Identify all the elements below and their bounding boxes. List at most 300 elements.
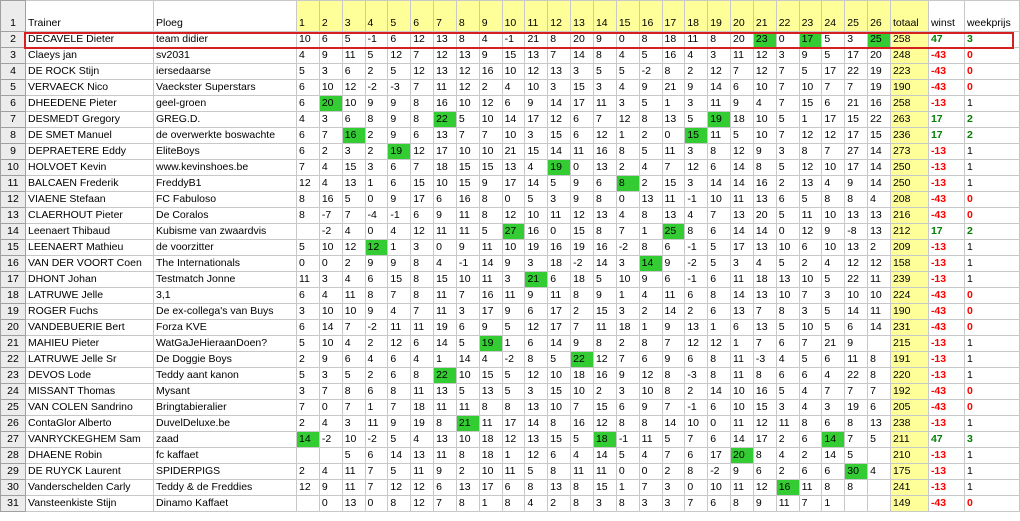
score-cell[interactable]: 14 bbox=[731, 224, 754, 240]
score-cell[interactable]: 3 bbox=[456, 304, 479, 320]
score-cell[interactable]: 11 bbox=[479, 240, 502, 256]
header-round[interactable]: 25 bbox=[845, 1, 868, 32]
score-cell[interactable]: 9 bbox=[731, 464, 754, 480]
score-cell[interactable]: 13 bbox=[845, 208, 868, 224]
score-cell[interactable]: 7 bbox=[662, 336, 685, 352]
ploeg-cell[interactable]: sv2031 bbox=[154, 48, 297, 64]
score-cell[interactable]: 2 bbox=[297, 464, 320, 480]
score-cell[interactable]: 6 bbox=[708, 304, 731, 320]
score-cell[interactable]: 13 bbox=[434, 128, 457, 144]
score-cell[interactable]: 15 bbox=[548, 128, 571, 144]
score-cell[interactable]: 2 bbox=[776, 464, 799, 480]
weekprijs-cell[interactable]: 1 bbox=[964, 416, 1019, 432]
score-cell[interactable]: 4 bbox=[822, 176, 845, 192]
score-cell[interactable]: 9 bbox=[434, 208, 457, 224]
ploeg-cell[interactable]: Dinamo Kaffaet bbox=[154, 496, 297, 512]
score-cell[interactable]: -2 bbox=[685, 256, 708, 272]
score-cell[interactable]: 3 bbox=[708, 48, 731, 64]
score-cell[interactable]: 8 bbox=[434, 416, 457, 432]
score-cell[interactable]: 5 bbox=[616, 448, 639, 464]
score-cell[interactable]: 10 bbox=[456, 432, 479, 448]
score-cell[interactable]: 13 bbox=[502, 160, 525, 176]
score-cell[interactable]: 2 bbox=[365, 144, 388, 160]
score-cell[interactable]: 6 bbox=[845, 320, 868, 336]
weekprijs-cell[interactable]: 1 bbox=[964, 96, 1019, 112]
score-cell[interactable]: 11 bbox=[731, 48, 754, 64]
totaal-cell[interactable]: 263 bbox=[890, 112, 928, 128]
score-cell[interactable]: 15 bbox=[799, 96, 822, 112]
score-cell[interactable]: 22 bbox=[845, 272, 868, 288]
score-cell[interactable]: 6 bbox=[411, 208, 434, 224]
score-cell[interactable]: -2 bbox=[639, 64, 662, 80]
score-cell[interactable]: 4 bbox=[799, 384, 822, 400]
score-cell[interactable]: 16 bbox=[319, 192, 342, 208]
weekprijs-cell[interactable]: 0 bbox=[964, 384, 1019, 400]
trainer-cell[interactable]: ROGER Fuchs bbox=[26, 304, 154, 320]
score-cell[interactable]: 8 bbox=[708, 32, 731, 48]
score-cell[interactable]: 6 bbox=[434, 480, 457, 496]
score-cell[interactable]: 7 bbox=[616, 224, 639, 240]
score-cell[interactable]: 1 bbox=[639, 320, 662, 336]
score-cell[interactable]: 10 bbox=[456, 368, 479, 384]
score-cell[interactable]: -2 bbox=[319, 432, 342, 448]
score-cell[interactable]: 9 bbox=[479, 320, 502, 336]
score-cell[interactable]: 11 bbox=[662, 144, 685, 160]
score-cell[interactable]: 14 bbox=[548, 144, 571, 160]
score-cell[interactable]: 11 bbox=[342, 288, 365, 304]
score-cell[interactable]: 11 bbox=[548, 208, 571, 224]
score-cell[interactable]: 12 bbox=[388, 336, 411, 352]
score-cell[interactable] bbox=[297, 448, 320, 464]
winst-cell[interactable]: -13 bbox=[928, 144, 964, 160]
totaal-cell[interactable]: 192 bbox=[890, 384, 928, 400]
score-cell[interactable]: 11 bbox=[731, 480, 754, 496]
totaal-cell[interactable]: 231 bbox=[890, 320, 928, 336]
score-cell[interactable]: 1 bbox=[639, 224, 662, 240]
score-cell[interactable]: 10 bbox=[639, 384, 662, 400]
score-cell[interactable]: 12 bbox=[388, 48, 411, 64]
score-cell[interactable]: 10 bbox=[319, 304, 342, 320]
score-cell[interactable]: 14 bbox=[525, 176, 548, 192]
score-cell[interactable]: 9 bbox=[388, 96, 411, 112]
ploeg-cell[interactable]: Testmatch Jonne bbox=[154, 272, 297, 288]
score-cell[interactable]: 14 bbox=[708, 176, 731, 192]
row-number-cell[interactable]: 7 bbox=[1, 112, 26, 128]
score-cell[interactable]: 13 bbox=[411, 448, 434, 464]
score-cell[interactable]: -2 bbox=[616, 240, 639, 256]
header-round[interactable]: 5 bbox=[388, 1, 411, 32]
score-cell[interactable]: 2 bbox=[776, 176, 799, 192]
score-cell[interactable]: 6 bbox=[525, 304, 548, 320]
score-cell[interactable]: 6 bbox=[593, 176, 616, 192]
score-cell[interactable]: 9 bbox=[388, 112, 411, 128]
score-cell[interactable]: 7 bbox=[593, 112, 616, 128]
score-cell[interactable]: 13 bbox=[342, 496, 365, 512]
score-cell[interactable]: 12 bbox=[456, 80, 479, 96]
trainer-cell[interactable]: Claeys jan bbox=[26, 48, 154, 64]
row-number-cell[interactable]: 16 bbox=[1, 256, 26, 272]
score-cell[interactable]: 7 bbox=[456, 288, 479, 304]
score-cell[interactable]: 12 bbox=[593, 352, 616, 368]
score-cell[interactable]: 19 bbox=[845, 400, 868, 416]
score-cell[interactable]: 2 bbox=[365, 336, 388, 352]
score-cell[interactable]: 3 bbox=[319, 112, 342, 128]
score-cell[interactable]: 12 bbox=[799, 224, 822, 240]
ploeg-cell[interactable]: De Doggie Boys bbox=[154, 352, 297, 368]
score-cell[interactable]: 4 bbox=[388, 304, 411, 320]
trainer-cell[interactable]: DE ROCK Stijn bbox=[26, 64, 154, 80]
winst-cell[interactable]: -43 bbox=[928, 192, 964, 208]
score-cell[interactable]: 9 bbox=[479, 48, 502, 64]
score-cell[interactable]: 8 bbox=[297, 192, 320, 208]
score-cell[interactable]: 1 bbox=[708, 320, 731, 336]
score-cell[interactable]: 15 bbox=[548, 432, 571, 448]
score-cell[interactable]: 14 bbox=[868, 320, 891, 336]
score-cell[interactable]: 8 bbox=[411, 96, 434, 112]
score-cell[interactable]: 11 bbox=[776, 496, 799, 512]
score-cell[interactable]: 10 bbox=[548, 400, 571, 416]
score-cell[interactable]: 3 bbox=[297, 384, 320, 400]
trainer-cell[interactable]: VERVAECK Nico bbox=[26, 80, 154, 96]
score-cell[interactable]: 4 bbox=[525, 496, 548, 512]
score-cell[interactable]: 8 bbox=[456, 32, 479, 48]
score-cell[interactable]: 22 bbox=[845, 368, 868, 384]
row-number-cell[interactable]: 11 bbox=[1, 176, 26, 192]
score-cell[interactable]: 15 bbox=[868, 128, 891, 144]
score-cell[interactable]: 12 bbox=[708, 336, 731, 352]
score-cell[interactable]: 0 bbox=[365, 496, 388, 512]
winst-cell[interactable]: -13 bbox=[928, 336, 964, 352]
score-cell[interactable]: 16 bbox=[593, 240, 616, 256]
score-cell[interactable]: 17 bbox=[845, 160, 868, 176]
row-number-cell[interactable]: 29 bbox=[1, 464, 26, 480]
score-cell[interactable]: 13 bbox=[456, 48, 479, 64]
score-cell[interactable]: 19 bbox=[548, 160, 571, 176]
ploeg-cell[interactable]: De ex-collega's van Buys bbox=[154, 304, 297, 320]
score-cell[interactable]: 4 bbox=[319, 288, 342, 304]
winst-cell[interactable]: -43 bbox=[928, 320, 964, 336]
score-cell[interactable]: 19 bbox=[411, 416, 434, 432]
score-cell[interactable]: 7 bbox=[799, 336, 822, 352]
header-round[interactable]: 24 bbox=[822, 1, 845, 32]
score-cell[interactable]: 17 bbox=[845, 48, 868, 64]
score-cell[interactable]: 12 bbox=[342, 240, 365, 256]
score-cell[interactable]: 12 bbox=[411, 64, 434, 80]
score-cell[interactable]: 7 bbox=[776, 128, 799, 144]
score-cell[interactable]: 5 bbox=[342, 192, 365, 208]
score-cell[interactable]: 7 bbox=[571, 400, 594, 416]
score-cell[interactable]: 9 bbox=[845, 336, 868, 352]
score-cell[interactable]: 18 bbox=[593, 432, 616, 448]
score-cell[interactable]: 6 bbox=[365, 448, 388, 464]
score-cell[interactable]: 2 bbox=[593, 384, 616, 400]
score-cell[interactable]: 7 bbox=[411, 80, 434, 96]
score-cell[interactable]: 5 bbox=[708, 256, 731, 272]
score-cell[interactable]: 0 bbox=[776, 32, 799, 48]
score-cell[interactable]: 11 bbox=[731, 416, 754, 432]
score-cell[interactable]: 7 bbox=[411, 48, 434, 64]
score-cell[interactable]: 6 bbox=[799, 464, 822, 480]
score-cell[interactable]: 6 bbox=[822, 464, 845, 480]
score-cell[interactable]: 9 bbox=[365, 304, 388, 320]
row-number-cell[interactable]: 24 bbox=[1, 384, 26, 400]
score-cell[interactable]: 9 bbox=[571, 336, 594, 352]
score-cell[interactable]: 11 bbox=[731, 192, 754, 208]
totaal-cell[interactable]: 223 bbox=[890, 64, 928, 80]
score-cell[interactable]: 5 bbox=[297, 240, 320, 256]
score-cell[interactable]: 12 bbox=[731, 144, 754, 160]
score-cell[interactable]: 2 bbox=[319, 144, 342, 160]
score-cell[interactable]: 2 bbox=[616, 336, 639, 352]
ploeg-cell[interactable]: zaad bbox=[154, 432, 297, 448]
row-number-cell[interactable]: 18 bbox=[1, 288, 26, 304]
score-cell[interactable]: -1 bbox=[616, 432, 639, 448]
score-cell[interactable]: 4 bbox=[297, 112, 320, 128]
score-cell[interactable]: 5 bbox=[685, 112, 708, 128]
score-cell[interactable]: 0 bbox=[502, 192, 525, 208]
score-cell[interactable]: 9 bbox=[365, 96, 388, 112]
score-cell[interactable]: 11 bbox=[434, 80, 457, 96]
score-cell[interactable]: 3 bbox=[616, 304, 639, 320]
score-cell[interactable]: 14 bbox=[479, 256, 502, 272]
row-number-cell[interactable]: 3 bbox=[1, 48, 26, 64]
score-cell[interactable]: 10 bbox=[845, 288, 868, 304]
trainer-cell[interactable]: BALCAEN Frederik bbox=[26, 176, 154, 192]
score-cell[interactable]: 7 bbox=[662, 160, 685, 176]
score-cell[interactable]: 3 bbox=[319, 64, 342, 80]
winst-cell[interactable]: -43 bbox=[928, 48, 964, 64]
score-cell[interactable] bbox=[297, 224, 320, 240]
score-cell[interactable]: 7 bbox=[822, 80, 845, 96]
winst-cell[interactable]: 17 bbox=[928, 112, 964, 128]
score-cell[interactable]: 6 bbox=[662, 240, 685, 256]
trainer-cell[interactable]: ContaGlor Alberto bbox=[26, 416, 154, 432]
weekprijs-cell[interactable]: 2 bbox=[964, 112, 1019, 128]
score-cell[interactable]: 8 bbox=[662, 384, 685, 400]
score-cell[interactable]: 21 bbox=[525, 272, 548, 288]
score-cell[interactable]: 9 bbox=[525, 288, 548, 304]
score-cell[interactable]: 5 bbox=[822, 272, 845, 288]
score-cell[interactable]: 3 bbox=[593, 496, 616, 512]
score-cell[interactable]: 9 bbox=[456, 240, 479, 256]
score-cell[interactable]: 9 bbox=[502, 304, 525, 320]
row-number-cell[interactable]: 2 bbox=[1, 32, 26, 48]
score-cell[interactable]: 8 bbox=[616, 144, 639, 160]
weekprijs-cell[interactable]: 0 bbox=[964, 80, 1019, 96]
score-cell[interactable]: 8 bbox=[639, 32, 662, 48]
header-round[interactable]: 23 bbox=[799, 1, 822, 32]
score-cell[interactable]: 8 bbox=[639, 416, 662, 432]
score-cell[interactable]: 13 bbox=[434, 64, 457, 80]
score-cell[interactable]: 2 bbox=[456, 464, 479, 480]
score-cell[interactable]: 15 bbox=[548, 384, 571, 400]
score-cell[interactable]: 5 bbox=[822, 320, 845, 336]
score-cell[interactable]: 9 bbox=[753, 496, 776, 512]
winst-cell[interactable]: -13 bbox=[928, 256, 964, 272]
score-cell[interactable]: -8 bbox=[845, 224, 868, 240]
score-cell[interactable]: -2 bbox=[365, 432, 388, 448]
score-cell[interactable]: 12 bbox=[411, 496, 434, 512]
score-cell[interactable]: 5 bbox=[776, 320, 799, 336]
score-cell[interactable]: 2 bbox=[548, 496, 571, 512]
score-cell[interactable]: 10 bbox=[479, 112, 502, 128]
score-cell[interactable]: 4 bbox=[297, 48, 320, 64]
totaal-cell[interactable]: 220 bbox=[890, 368, 928, 384]
score-cell[interactable]: 6 bbox=[297, 288, 320, 304]
score-cell[interactable]: 12 bbox=[525, 448, 548, 464]
score-cell[interactable]: 13 bbox=[434, 384, 457, 400]
score-cell[interactable]: 20 bbox=[753, 208, 776, 224]
score-cell[interactable]: 11 bbox=[548, 288, 571, 304]
score-cell[interactable]: 6 bbox=[708, 432, 731, 448]
score-cell[interactable]: 11 bbox=[434, 304, 457, 320]
score-cell[interactable]: 6 bbox=[776, 336, 799, 352]
totaal-cell[interactable]: 250 bbox=[890, 176, 928, 192]
header-round[interactable]: 11 bbox=[525, 1, 548, 32]
score-cell[interactable]: 9 bbox=[799, 48, 822, 64]
score-cell[interactable]: 5 bbox=[456, 112, 479, 128]
score-cell[interactable]: 11 bbox=[593, 96, 616, 112]
score-cell[interactable]: 8 bbox=[479, 400, 502, 416]
trainer-cell[interactable]: DEPRAETERE Eddy bbox=[26, 144, 154, 160]
score-cell[interactable]: 4 bbox=[319, 464, 342, 480]
ploeg-cell[interactable]: FC Fabuloso bbox=[154, 192, 297, 208]
totaal-cell[interactable]: 238 bbox=[890, 416, 928, 432]
score-cell[interactable]: -7 bbox=[319, 208, 342, 224]
score-cell[interactable]: 12 bbox=[799, 160, 822, 176]
row-number-cell[interactable]: 8 bbox=[1, 128, 26, 144]
score-cell[interactable]: 4 bbox=[342, 272, 365, 288]
ploeg-cell[interactable]: Bringtabieralier bbox=[154, 400, 297, 416]
score-cell[interactable]: 7 bbox=[731, 64, 754, 80]
score-cell[interactable]: 9 bbox=[753, 144, 776, 160]
score-cell[interactable]: 17 bbox=[548, 304, 571, 320]
score-cell[interactable]: 3 bbox=[822, 288, 845, 304]
score-cell[interactable]: 2 bbox=[685, 384, 708, 400]
score-cell[interactable]: 17 bbox=[479, 480, 502, 496]
score-cell[interactable]: 16 bbox=[434, 96, 457, 112]
score-cell[interactable]: 9 bbox=[845, 176, 868, 192]
totaal-cell[interactable]: 211 bbox=[890, 432, 928, 448]
score-cell[interactable]: 14 bbox=[456, 352, 479, 368]
score-cell[interactable]: 14 bbox=[731, 288, 754, 304]
ploeg-cell[interactable]: GREG.D. bbox=[154, 112, 297, 128]
score-cell[interactable]: 11 bbox=[571, 464, 594, 480]
score-cell[interactable]: 6 bbox=[571, 128, 594, 144]
score-cell[interactable]: -1 bbox=[685, 400, 708, 416]
score-cell[interactable]: 6 bbox=[388, 160, 411, 176]
score-cell[interactable]: 12 bbox=[685, 336, 708, 352]
score-cell[interactable]: 3 bbox=[342, 416, 365, 432]
totaal-cell[interactable]: 216 bbox=[890, 208, 928, 224]
score-cell[interactable]: 1 bbox=[479, 496, 502, 512]
score-cell[interactable]: 4 bbox=[639, 160, 662, 176]
score-cell[interactable]: 19 bbox=[479, 336, 502, 352]
score-cell[interactable]: 0 bbox=[776, 224, 799, 240]
header-round[interactable]: 18 bbox=[685, 1, 708, 32]
score-cell[interactable]: 10 bbox=[319, 336, 342, 352]
score-cell[interactable]: 17 bbox=[799, 32, 822, 48]
weekprijs-cell[interactable]: 0 bbox=[964, 48, 1019, 64]
score-cell[interactable]: 20 bbox=[731, 448, 754, 464]
ploeg-cell[interactable]: Teddy aant kanon bbox=[154, 368, 297, 384]
score-cell[interactable]: 11 bbox=[434, 224, 457, 240]
score-cell[interactable]: 4 bbox=[365, 352, 388, 368]
score-cell[interactable]: 2 bbox=[799, 256, 822, 272]
score-cell[interactable]: 14 bbox=[297, 432, 320, 448]
ploeg-cell[interactable]: geel-groen bbox=[154, 96, 297, 112]
score-cell[interactable]: 1 bbox=[365, 400, 388, 416]
score-cell[interactable]: 7 bbox=[365, 480, 388, 496]
score-cell[interactable]: 5 bbox=[548, 176, 571, 192]
score-cell[interactable]: 8 bbox=[388, 496, 411, 512]
score-cell[interactable]: 13 bbox=[434, 32, 457, 48]
score-cell[interactable]: 15 bbox=[479, 160, 502, 176]
score-cell[interactable]: 5 bbox=[822, 304, 845, 320]
score-cell[interactable]: 14 bbox=[731, 160, 754, 176]
score-cell[interactable]: 8 bbox=[662, 64, 685, 80]
weekprijs-cell[interactable]: 1 bbox=[964, 144, 1019, 160]
header-round[interactable]: 13 bbox=[571, 1, 594, 32]
score-cell[interactable]: 11 bbox=[434, 400, 457, 416]
score-cell[interactable]: 7 bbox=[319, 128, 342, 144]
score-cell[interactable]: 7 bbox=[776, 80, 799, 96]
score-cell[interactable]: 4 bbox=[868, 192, 891, 208]
score-cell[interactable]: 12 bbox=[571, 208, 594, 224]
totaal-cell[interactable]: 215 bbox=[890, 336, 928, 352]
score-cell[interactable]: 20 bbox=[868, 48, 891, 64]
score-cell[interactable] bbox=[845, 496, 868, 512]
score-cell[interactable]: 1 bbox=[799, 112, 822, 128]
score-cell[interactable]: 7 bbox=[685, 496, 708, 512]
score-cell[interactable]: 2 bbox=[639, 304, 662, 320]
score-cell[interactable]: 12 bbox=[342, 80, 365, 96]
score-cell[interactable]: 10 bbox=[342, 432, 365, 448]
score-cell[interactable]: 7 bbox=[776, 64, 799, 80]
ploeg-cell[interactable]: WatGaJeHieraanDoen? bbox=[154, 336, 297, 352]
score-cell[interactable]: 12 bbox=[548, 112, 571, 128]
score-cell[interactable]: 5 bbox=[799, 64, 822, 80]
score-cell[interactable]: 7 bbox=[342, 320, 365, 336]
score-cell[interactable]: 5 bbox=[502, 320, 525, 336]
score-cell[interactable]: 6 bbox=[548, 272, 571, 288]
score-cell[interactable]: 8 bbox=[616, 176, 639, 192]
ploeg-cell[interactable]: FreddyB1 bbox=[154, 176, 297, 192]
winst-cell[interactable]: -13 bbox=[928, 160, 964, 176]
header-round[interactable]: 4 bbox=[365, 1, 388, 32]
score-cell[interactable]: 6 bbox=[708, 400, 731, 416]
score-cell[interactable]: -2 bbox=[365, 80, 388, 96]
score-cell[interactable]: 11 bbox=[639, 432, 662, 448]
score-cell[interactable]: 10 bbox=[616, 272, 639, 288]
score-cell[interactable]: 11 bbox=[411, 464, 434, 480]
score-cell[interactable]: 11 bbox=[502, 288, 525, 304]
trainer-cell[interactable]: VAN COLEN Sandrino bbox=[26, 400, 154, 416]
score-cell[interactable]: 5 bbox=[708, 240, 731, 256]
score-cell[interactable]: 12 bbox=[411, 32, 434, 48]
header-round[interactable]: 19 bbox=[708, 1, 731, 32]
score-cell[interactable]: 10 bbox=[822, 160, 845, 176]
ploeg-cell[interactable]: team didier bbox=[154, 32, 297, 48]
score-cell[interactable]: 4 bbox=[616, 48, 639, 64]
score-cell[interactable]: 8 bbox=[411, 256, 434, 272]
score-cell[interactable]: 11 bbox=[479, 416, 502, 432]
winst-cell[interactable]: -13 bbox=[928, 240, 964, 256]
score-cell[interactable]: 10 bbox=[731, 400, 754, 416]
weekprijs-cell[interactable]: 1 bbox=[964, 464, 1019, 480]
score-cell[interactable]: 6 bbox=[685, 352, 708, 368]
weekprijs-cell[interactable]: 2 bbox=[964, 128, 1019, 144]
